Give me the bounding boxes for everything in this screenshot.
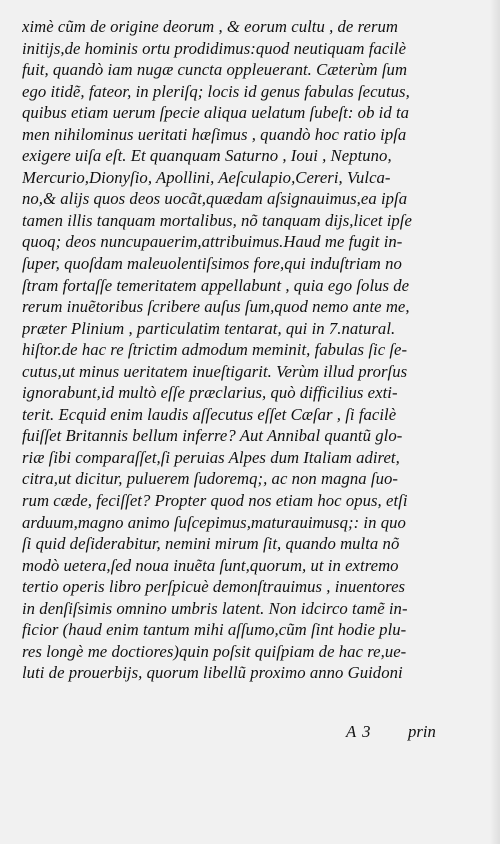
text-line: ſtram fortaſſe temeritatem appellabunt , quia ego ſolus de — [22, 275, 410, 295]
text-line: riæ ſibi comparaſſet,ſi peruias Alpes dum Italiam adiret, — [22, 447, 400, 467]
text-line: rum cæde, feciſſet? Propter quod nos etiam hoc opus, etſi — [22, 491, 408, 511]
text-line: citra,ut dicitur, puluerem ſudoremq;, ac non magna ſuo- — [22, 469, 399, 489]
text-line: fuiſſet Britannis bellum inferre? Aut Annibal quantũ glo- — [22, 426, 403, 446]
text-line: modò uetera,ſed noua inuẽta ſunt,quorum, ut in extremo — [22, 555, 399, 575]
text-line: ficior (haud enim tantum mihi aſſumo,cũm ſint hodie plu- — [22, 620, 407, 640]
text-line: ſi quid deſiderabitur, nemini mirum ſit, quando multa nõ — [22, 534, 400, 554]
text-line: cutus,ut minus ueritatem inueſtigarit. Verùm illud prorſus — [22, 361, 408, 381]
text-line: rerum inuẽtoribus ſcribere auſus ſum,quod nemo ante me, — [22, 297, 410, 317]
signature-mark: A 3 — [346, 722, 372, 741]
text-line: ximè cũm de origine deorum , & eorum cultu , de rerum — [22, 17, 399, 36]
text-line: terit. Ecquid enim laudis aſſecutus eſſet Cæſar , ſi facilè — [22, 404, 397, 424]
page-edge-shadow — [490, 0, 500, 844]
text-line: Mercurio,Dionyſio, Apollini, Aeſculapio,Cereri, Vulca- — [22, 167, 391, 187]
text-line: fuit, quandò iam nugæ cuncta oppleuerant. Cæterùm ſum — [22, 60, 408, 80]
text-line: initijs,de hominis ortu prodidimus:quod neutiquam facilè — [22, 38, 407, 58]
catchword: prin — [408, 722, 436, 741]
text-line: quoq; deos nuncupauerim,attribuimus.Haud me fugit in- — [22, 232, 403, 252]
text-line: no,& alijs quos deos uocãt,quædam aſsignauimus,ea ipſa — [22, 189, 408, 209]
text-line: ego itidẽ, fateor, in pleriſq; locis id genus fabulas ſecutus, — [22, 81, 410, 101]
text-line: tamen illis tanquam mortalibus, nõ tanquam dijs,licet ipſe — [22, 210, 412, 230]
text-line: ignorabunt,id multò eſſe præclarius, quò difficilius exti- — [22, 383, 398, 403]
text-line: men nihilominus ueritati hæſimus , quandò hoc ratio ipſa — [22, 124, 407, 144]
text-line: præter Plinium , particulatim tentarat, qui in 7.natural. — [22, 318, 396, 338]
body-text — [22, 16, 482, 684]
text-line: in denſiſsimis omnino umbris latent. Non idcirco tamẽ in- — [22, 598, 408, 618]
text-line: quibus etiam uerum ſpecie aliqua uelatum ſubeſt: ob id ta — [22, 103, 410, 123]
text-line: hiſtor.de hac re ſtrictim admodum meminit, fabulas ſic ſe- — [22, 340, 408, 360]
text-line: arduum,magno animo ſuſcepimus,maturauimusq;: in quo — [22, 512, 406, 532]
page-footer — [346, 721, 496, 743]
text-line: ſuper, quoſdam maleuolentiſsimos fore,qui induſtriam no — [22, 254, 402, 274]
text-line: luti de prouerbijs, quorum libellũ proximo anno Guidoni — [22, 663, 403, 683]
text-line: res longè me doctiores)quin poſsit quiſpiam de hac re,ue- — [22, 641, 407, 661]
text-line: tertio operis libro perſpicuè demonſtrauimus , inuentores — [22, 577, 406, 597]
text-line: exigere uiſa eſt. Et quanquam Saturno , Ioui , Neptuno, — [22, 146, 392, 166]
